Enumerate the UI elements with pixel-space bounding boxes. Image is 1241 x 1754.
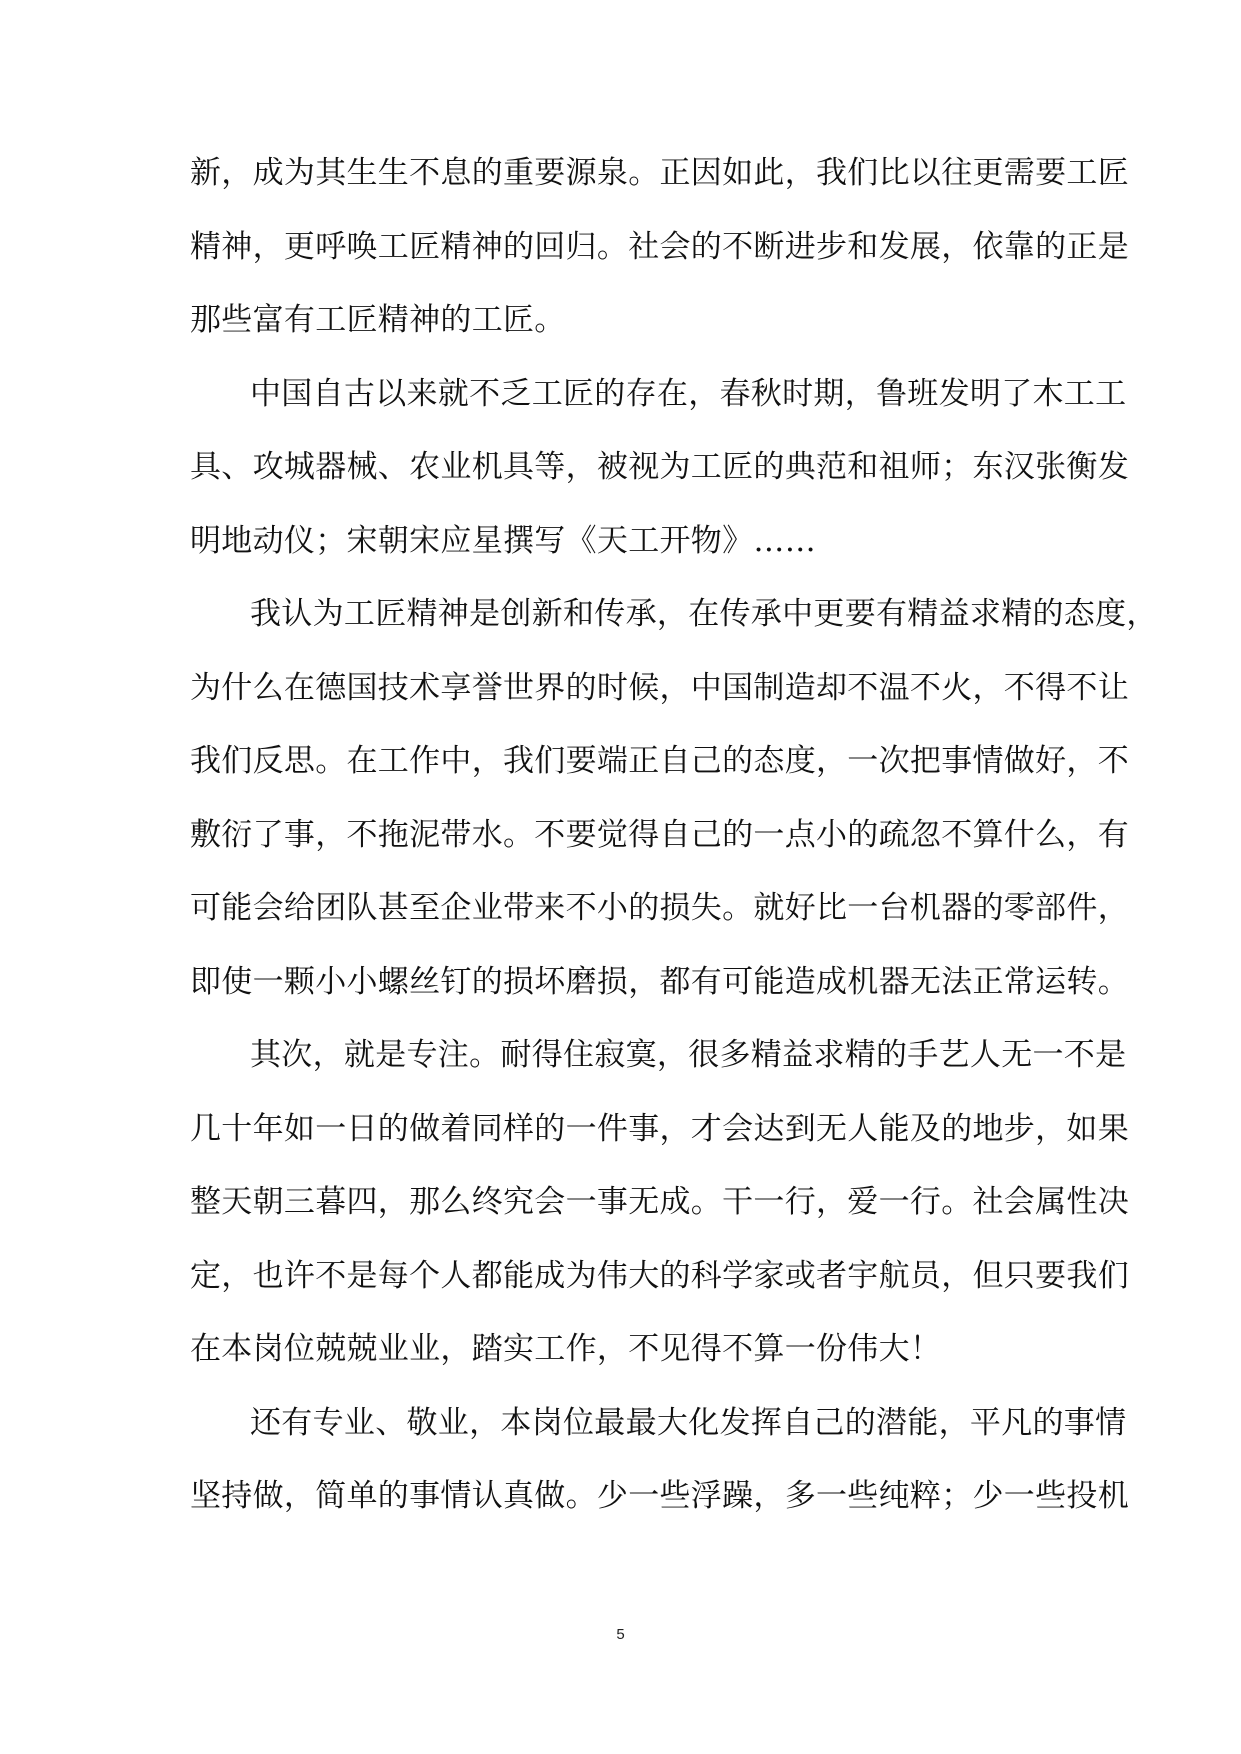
text-line: 即使一颗小小螺丝钉的损坏磨损，都有可能造成机器无法正常运转。 (190, 963, 1129, 1000)
text-line: 具、攻城器械、农业机具等，被视为工匠的典范和祖师；东汉张衡发 (190, 449, 1129, 485)
page-number: 5 (616, 1626, 625, 1643)
paragraph-professional (190, 1387, 1129, 1534)
paragraph-history (190, 358, 1129, 579)
text-line: 几十年如一日的做着同样的一件事，才会达到无人能及的地步，如果 (190, 1110, 1129, 1147)
text-line: 其次，就是专注。耐得住寂寞，很多精益求精的手艺人无一不是 (250, 1037, 1127, 1073)
text-line: 中国自古以来就不乏工匠的存在，春秋时期，鲁班发明了木工工 (250, 375, 1127, 412)
text-line: 在本岗位兢兢业业，踏实工作，不见得不算一份伟大！ (190, 1331, 942, 1367)
paragraph-continuation (190, 137, 1129, 358)
text-line: 那些富有工匠精神的工匠。 (190, 302, 566, 338)
text-line: 新，成为其生生不息的重要源泉。正因如此，我们比以往更需要工匠 (190, 155, 1129, 191)
text-line: 明地动仪；宋朝宋应星撰写《天工开物》…… (190, 522, 816, 559)
text-line: 精神，更呼唤工匠精神的回归。社会的不断进步和发展，依靠的正是 (190, 228, 1129, 265)
text-line: 定，也许不是每个人都能成为伟大的科学家或者宇航员，但只要我们 (190, 1257, 1129, 1294)
paragraph-focus (190, 1019, 1129, 1387)
paragraph-innovation (190, 578, 1158, 1019)
document-body (190, 137, 1158, 1534)
text-line: 坚持做，简单的事情认真做。少一些浮躁，多一些纯粹；少一些投机 (190, 1478, 1129, 1514)
text-line: 我认为工匠精神是创新和传承，在传承中更要有精益求精的态度， (250, 596, 1158, 632)
text-line: 整天朝三暮四，那么终究会一事无成。干一行，爱一行。社会属性决 (190, 1184, 1129, 1220)
text-line: 我们反思。在工作中，我们要端正自己的态度，一次把事情做好，不 (190, 743, 1129, 779)
text-line: 敷衍了事，不拖泥带水。不要觉得自己的一点小的疏忽不算什么，有 (190, 816, 1129, 853)
text-line: 还有专业、敬业，本岗位最最大化发挥自己的潜能，平凡的事情 (250, 1404, 1127, 1441)
text-line: 可能会给团队甚至企业带来不小的损失。就好比一台机器的零部件， (190, 890, 1129, 926)
text-line: 为什么在德国技术享誉世界的时候，中国制造却不温不火，不得不让 (190, 669, 1129, 706)
